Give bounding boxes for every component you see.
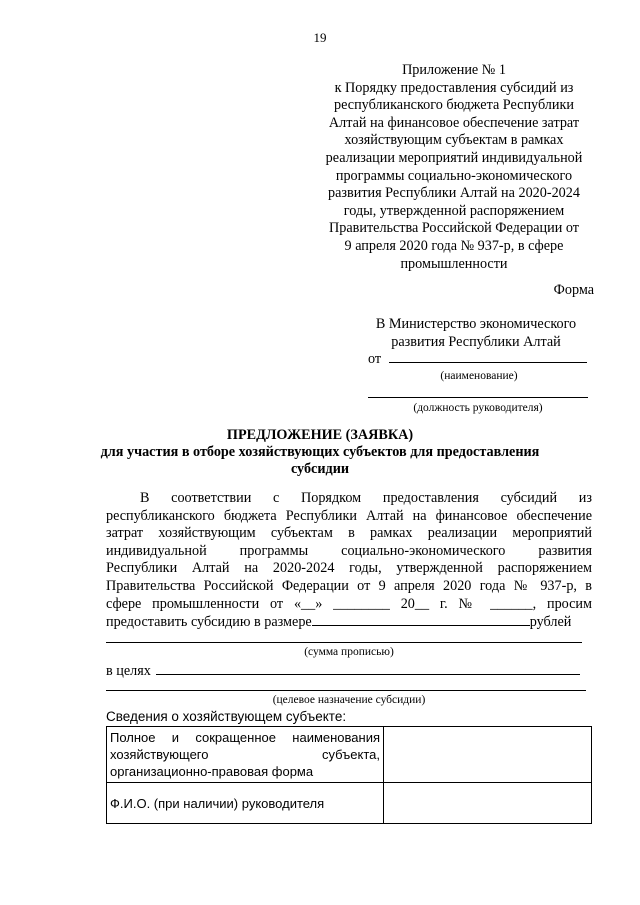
appendix-line: реализации мероприятий индивидуальной	[325, 149, 583, 166]
purpose-field-continued[interactable]	[106, 690, 586, 691]
director-name-value[interactable]	[384, 783, 592, 824]
appendix-line: 9 апреля 2020 года № 937-р, в сфере	[344, 237, 564, 254]
cell-line: организационно-правовая форма	[110, 764, 314, 779]
appendix-line: к Порядку предоставления субсидий из	[334, 79, 574, 96]
sum-in-words-field[interactable]	[106, 642, 582, 643]
cell-line: Полное и сокращенное наименования	[110, 730, 380, 745]
subsidy-amount-field[interactable]	[312, 613, 530, 626]
document-subtitle: для участия в отборе хозяйствующих субъектов для предоставления	[100, 444, 540, 460]
body-line: В соответствии с Порядком предоставления субсидий из	[140, 490, 592, 506]
body-line: предоставить субсидию в размере	[106, 614, 312, 631]
body-line: затрат хозяйствующим субъектам в рамках реализации мероприятий	[106, 525, 592, 542]
addressee-block	[360, 316, 592, 351]
appendix-line: хозяйствующим субъектам в рамках	[344, 132, 564, 149]
body-line: рублей	[529, 614, 572, 631]
appendix-line: развития Республики Алтай на 2020-2024	[328, 185, 580, 202]
body-line: индивидуальной программы социально-экономического развития	[106, 542, 592, 559]
appendix-line: Приложение № 1	[402, 62, 506, 78]
page-number: 19	[313, 30, 327, 45]
document-subtitle: субсидии	[290, 461, 350, 477]
table-row	[107, 727, 592, 783]
appendix-header	[318, 62, 590, 273]
purpose-line	[106, 662, 580, 680]
addressee-line: развития Республики Алтай	[391, 333, 561, 350]
entity-name-value[interactable]	[384, 727, 592, 783]
appendix-line: промышленности	[400, 255, 508, 272]
from-label: от	[368, 351, 382, 367]
appendix-line: Алтай на финансовое обеспечение затрат	[328, 114, 580, 131]
cell-line: хозяйствующего субъекта,	[110, 747, 380, 762]
addressee-line: В Министерство экономического	[375, 316, 577, 332]
from-line	[368, 350, 587, 368]
entity-info-heading: Сведения о хозяйствующем субъекте:	[106, 709, 347, 724]
body-line: сфере промышленности от «__» ________ 20__ г. № ______, просим	[106, 595, 592, 612]
body-line: Республики Алтай на 2020-2024 годы, утвержденной распоряжением	[106, 560, 592, 577]
body-line: Правительства Российской Федерации от 9 апреля 2020 года № 937-р, в	[106, 577, 592, 594]
purpose-caption: (целевое назначение субсидии)	[272, 694, 426, 706]
table-row	[107, 783, 592, 824]
entity-info-table	[106, 726, 592, 824]
appendix-line: программы социально-экономического	[335, 167, 573, 184]
table-cell-label	[107, 727, 384, 783]
application-body	[106, 490, 592, 631]
purpose-field[interactable]	[156, 662, 580, 675]
body-line: республиканского бюджета Республики Алтай на финансовое обеспечение	[106, 507, 592, 524]
from-name-field[interactable]	[389, 350, 587, 363]
form-label: Форма	[553, 282, 594, 298]
name-caption: (наименование)	[440, 370, 518, 382]
sum-caption: (сумма прописью)	[304, 646, 394, 658]
appendix-line: республиканского бюджета Республики	[334, 97, 574, 114]
appendix-line: Правительства Российской Федерации от	[329, 220, 579, 237]
appendix-line: годы, утвержденной распоряжением	[343, 202, 565, 219]
body-last-line	[106, 613, 592, 631]
table-cell-label: Ф.И.О. (при наличии) руководителя	[107, 783, 384, 824]
position-caption: (должность руководителя)	[413, 402, 543, 414]
position-field[interactable]	[368, 397, 588, 398]
purpose-label: в целях	[106, 663, 151, 679]
document-title: ПРЕДЛОЖЕНИЕ (ЗАЯВКА)	[226, 427, 414, 443]
